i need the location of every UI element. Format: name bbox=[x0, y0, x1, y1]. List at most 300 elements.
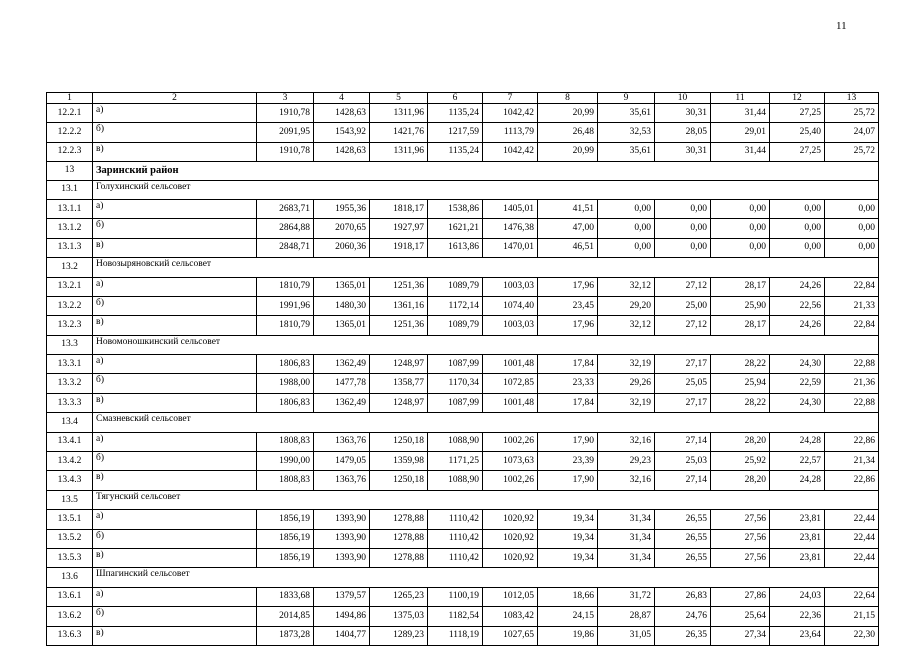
value-cell: 1100,19 bbox=[428, 587, 483, 606]
value-cell: 1002,26 bbox=[483, 471, 538, 490]
value-cell: 26,55 bbox=[655, 529, 711, 548]
table-row bbox=[47, 452, 879, 471]
row-code: 13.3.1 bbox=[47, 355, 93, 374]
region-title: Заринский район bbox=[93, 162, 879, 180]
value-cell: 24,28 bbox=[770, 432, 825, 451]
row-variant: б) bbox=[93, 219, 257, 238]
value-cell: 29,01 bbox=[711, 123, 770, 142]
value-cell: 29,26 bbox=[598, 374, 655, 393]
value-cell: 1113,79 bbox=[483, 123, 538, 142]
row-code: 13.3.2 bbox=[47, 374, 93, 393]
row-code: 13.2.1 bbox=[47, 277, 93, 296]
value-cell: 1359,98 bbox=[370, 452, 428, 471]
value-cell: 24,28 bbox=[770, 471, 825, 490]
value-cell: 27,12 bbox=[655, 316, 711, 335]
row-variant: б) bbox=[93, 296, 257, 315]
column-header: 4 bbox=[314, 93, 370, 104]
value-cell: 1089,79 bbox=[428, 277, 483, 296]
section-title: Голухинский сельсовет bbox=[93, 180, 879, 199]
row-code: 13.6.1 bbox=[47, 587, 93, 606]
value-cell: 22,30 bbox=[825, 626, 879, 645]
page-number: 11 bbox=[836, 20, 847, 32]
value-cell: 1918,17 bbox=[370, 238, 428, 257]
table-row bbox=[47, 548, 879, 567]
value-cell: 1251,36 bbox=[370, 277, 428, 296]
row-variant: в) bbox=[93, 316, 257, 335]
value-cell: 1362,49 bbox=[314, 355, 370, 374]
value-cell: 28,87 bbox=[598, 607, 655, 626]
value-cell: 17,90 bbox=[538, 432, 598, 451]
value-cell: 27,86 bbox=[711, 587, 770, 606]
value-cell: 28,22 bbox=[711, 393, 770, 412]
value-cell: 1405,01 bbox=[483, 199, 538, 218]
row-variant: в) bbox=[93, 626, 257, 645]
column-header: 8 bbox=[538, 93, 598, 104]
row-variant: б) bbox=[93, 607, 257, 626]
value-cell: 1494,86 bbox=[314, 607, 370, 626]
value-cell: 1073,63 bbox=[483, 452, 538, 471]
value-cell: 1088,90 bbox=[428, 471, 483, 490]
value-cell: 31,34 bbox=[598, 510, 655, 529]
value-cell: 1110,42 bbox=[428, 548, 483, 567]
column-header: 13 bbox=[825, 93, 879, 104]
value-cell: 1833,68 bbox=[257, 587, 314, 606]
row-variant: а) bbox=[93, 432, 257, 451]
value-cell: 22,44 bbox=[825, 510, 879, 529]
value-cell: 0,00 bbox=[598, 219, 655, 238]
value-cell: 32,12 bbox=[598, 316, 655, 335]
section-code: 13.1 bbox=[47, 180, 93, 199]
table-row bbox=[47, 432, 879, 451]
row-variant: б) bbox=[93, 123, 257, 142]
region-row bbox=[47, 162, 879, 180]
value-cell: 28,17 bbox=[711, 316, 770, 335]
value-cell: 1810,79 bbox=[257, 316, 314, 335]
value-cell: 1250,18 bbox=[370, 471, 428, 490]
value-cell: 1955,36 bbox=[314, 199, 370, 218]
column-header: 5 bbox=[370, 93, 428, 104]
section-row bbox=[47, 335, 879, 354]
table-row bbox=[47, 296, 879, 315]
value-cell: 1118,19 bbox=[428, 626, 483, 645]
value-cell: 2683,71 bbox=[257, 199, 314, 218]
value-cell: 1365,01 bbox=[314, 316, 370, 335]
value-cell: 1428,63 bbox=[314, 142, 370, 161]
value-cell: 27,34 bbox=[711, 626, 770, 645]
value-cell: 22,57 bbox=[770, 452, 825, 471]
row-variant: в) bbox=[93, 471, 257, 490]
value-cell: 35,61 bbox=[598, 104, 655, 123]
value-cell: 0,00 bbox=[770, 238, 825, 257]
value-cell: 1806,83 bbox=[257, 355, 314, 374]
value-cell: 27,56 bbox=[711, 529, 770, 548]
value-cell: 2864,88 bbox=[257, 219, 314, 238]
value-cell: 1182,54 bbox=[428, 607, 483, 626]
value-cell: 0,00 bbox=[825, 238, 879, 257]
value-cell: 26,55 bbox=[655, 548, 711, 567]
value-cell: 24,30 bbox=[770, 393, 825, 412]
row-code: 13.5.2 bbox=[47, 529, 93, 548]
section-row bbox=[47, 568, 879, 587]
value-cell: 1393,90 bbox=[314, 529, 370, 548]
value-cell: 25,72 bbox=[825, 142, 879, 161]
value-cell: 25,92 bbox=[711, 452, 770, 471]
value-cell: 19,34 bbox=[538, 548, 598, 567]
value-cell: 31,34 bbox=[598, 529, 655, 548]
value-cell: 29,23 bbox=[598, 452, 655, 471]
value-cell: 23,81 bbox=[770, 510, 825, 529]
value-cell: 1379,57 bbox=[314, 587, 370, 606]
table-row bbox=[47, 374, 879, 393]
value-cell: 1278,88 bbox=[370, 510, 428, 529]
value-cell: 27,25 bbox=[770, 142, 825, 161]
column-header: 10 bbox=[655, 93, 711, 104]
value-cell: 1135,24 bbox=[428, 142, 483, 161]
value-cell: 1808,83 bbox=[257, 471, 314, 490]
row-variant: в) bbox=[93, 142, 257, 161]
table-row bbox=[47, 626, 879, 645]
value-cell: 25,05 bbox=[655, 374, 711, 393]
value-cell: 19,86 bbox=[538, 626, 598, 645]
value-cell: 20,99 bbox=[538, 104, 598, 123]
table-row bbox=[47, 277, 879, 296]
value-cell: 27,25 bbox=[770, 104, 825, 123]
value-cell: 27,12 bbox=[655, 277, 711, 296]
value-cell: 1988,00 bbox=[257, 374, 314, 393]
value-cell: 47,00 bbox=[538, 219, 598, 238]
row-code: 13.4.2 bbox=[47, 452, 93, 471]
value-cell: 18,66 bbox=[538, 587, 598, 606]
value-cell: 1311,96 bbox=[370, 104, 428, 123]
value-cell: 1020,92 bbox=[483, 548, 538, 567]
value-cell: 0,00 bbox=[655, 199, 711, 218]
value-cell: 1003,03 bbox=[483, 316, 538, 335]
row-variant: в) bbox=[93, 238, 257, 257]
value-cell: 25,40 bbox=[770, 123, 825, 142]
table-row bbox=[47, 316, 879, 335]
value-cell: 26,55 bbox=[655, 510, 711, 529]
table-header-row bbox=[47, 93, 879, 104]
value-cell: 22,84 bbox=[825, 316, 879, 335]
row-code: 12.2.2 bbox=[47, 123, 93, 142]
value-cell: 0,00 bbox=[825, 219, 879, 238]
value-cell: 1248,97 bbox=[370, 393, 428, 412]
value-cell: 30,31 bbox=[655, 104, 711, 123]
section-code: 13.3 bbox=[47, 335, 93, 354]
value-cell: 1613,86 bbox=[428, 238, 483, 257]
value-cell: 1856,19 bbox=[257, 510, 314, 529]
value-cell: 20,99 bbox=[538, 142, 598, 161]
value-cell: 1110,42 bbox=[428, 529, 483, 548]
value-cell: 1170,34 bbox=[428, 374, 483, 393]
value-cell: 17,90 bbox=[538, 471, 598, 490]
value-cell: 22,44 bbox=[825, 529, 879, 548]
row-code: 13.2.2 bbox=[47, 296, 93, 315]
value-cell: 46,51 bbox=[538, 238, 598, 257]
value-cell: 32,53 bbox=[598, 123, 655, 142]
value-cell: 22,86 bbox=[825, 471, 879, 490]
value-cell: 1810,79 bbox=[257, 277, 314, 296]
section-row bbox=[47, 413, 879, 432]
value-cell: 25,94 bbox=[711, 374, 770, 393]
value-cell: 21,36 bbox=[825, 374, 879, 393]
row-variant: а) bbox=[93, 199, 257, 218]
value-cell: 1393,90 bbox=[314, 510, 370, 529]
row-code: 13.4.3 bbox=[47, 471, 93, 490]
section-row bbox=[47, 490, 879, 509]
row-code: 13.4.1 bbox=[47, 432, 93, 451]
value-cell: 26,48 bbox=[538, 123, 598, 142]
value-cell: 17,96 bbox=[538, 316, 598, 335]
value-cell: 0,00 bbox=[711, 238, 770, 257]
value-cell: 1621,21 bbox=[428, 219, 483, 238]
value-cell: 31,72 bbox=[598, 587, 655, 606]
value-cell: 1358,77 bbox=[370, 374, 428, 393]
value-cell: 28,17 bbox=[711, 277, 770, 296]
value-cell: 1818,17 bbox=[370, 199, 428, 218]
value-cell: 1088,90 bbox=[428, 432, 483, 451]
value-cell: 17,84 bbox=[538, 355, 598, 374]
row-code: 13.2.3 bbox=[47, 316, 93, 335]
value-cell: 1171,25 bbox=[428, 452, 483, 471]
value-cell: 1074,40 bbox=[483, 296, 538, 315]
value-cell: 27,14 bbox=[655, 471, 711, 490]
value-cell: 31,34 bbox=[598, 548, 655, 567]
value-cell: 22,44 bbox=[825, 548, 879, 567]
value-cell: 1265,23 bbox=[370, 587, 428, 606]
value-cell: 17,84 bbox=[538, 393, 598, 412]
column-header: 3 bbox=[257, 93, 314, 104]
section-code: 13.2 bbox=[47, 258, 93, 277]
value-cell: 32,19 bbox=[598, 355, 655, 374]
value-cell: 17,96 bbox=[538, 277, 598, 296]
value-cell: 1856,19 bbox=[257, 529, 314, 548]
table-row bbox=[47, 104, 879, 123]
value-cell: 1001,48 bbox=[483, 355, 538, 374]
section-code: 13.5 bbox=[47, 490, 93, 509]
value-cell: 28,05 bbox=[655, 123, 711, 142]
table-row bbox=[47, 355, 879, 374]
data-table bbox=[46, 92, 879, 646]
section-row bbox=[47, 258, 879, 277]
value-cell: 0,00 bbox=[770, 199, 825, 218]
value-cell: 26,35 bbox=[655, 626, 711, 645]
row-variant: а) bbox=[93, 510, 257, 529]
value-cell: 31,44 bbox=[711, 104, 770, 123]
value-cell: 1538,86 bbox=[428, 199, 483, 218]
value-cell: 1477,78 bbox=[314, 374, 370, 393]
value-cell: 1089,79 bbox=[428, 316, 483, 335]
row-variant: а) bbox=[93, 587, 257, 606]
value-cell: 1172,14 bbox=[428, 296, 483, 315]
value-cell: 2848,71 bbox=[257, 238, 314, 257]
row-code: 13.5.1 bbox=[47, 510, 93, 529]
value-cell: 22,36 bbox=[770, 607, 825, 626]
value-cell: 1003,03 bbox=[483, 277, 538, 296]
column-header: 11 bbox=[711, 93, 770, 104]
value-cell: 23,64 bbox=[770, 626, 825, 645]
value-cell: 32,12 bbox=[598, 277, 655, 296]
value-cell: 1250,18 bbox=[370, 432, 428, 451]
value-cell: 1990,00 bbox=[257, 452, 314, 471]
column-header: 2 bbox=[93, 93, 257, 104]
value-cell: 22,88 bbox=[825, 393, 879, 412]
row-code: 12.2.3 bbox=[47, 142, 93, 161]
value-cell: 0,00 bbox=[825, 199, 879, 218]
value-cell: 1927,97 bbox=[370, 219, 428, 238]
value-cell: 25,00 bbox=[655, 296, 711, 315]
value-cell: 22,59 bbox=[770, 374, 825, 393]
value-cell: 1480,30 bbox=[314, 296, 370, 315]
table-body bbox=[47, 93, 879, 646]
table-row bbox=[47, 587, 879, 606]
value-cell: 0,00 bbox=[655, 238, 711, 257]
row-variant: а) bbox=[93, 355, 257, 374]
table-row bbox=[47, 607, 879, 626]
table-row bbox=[47, 199, 879, 218]
value-cell: 1012,05 bbox=[483, 587, 538, 606]
value-cell: 23,81 bbox=[770, 548, 825, 567]
value-cell: 0,00 bbox=[598, 238, 655, 257]
value-cell: 0,00 bbox=[770, 219, 825, 238]
value-cell: 22,56 bbox=[770, 296, 825, 315]
value-cell: 1087,99 bbox=[428, 355, 483, 374]
region-code: 13 bbox=[47, 162, 93, 180]
value-cell: 23,33 bbox=[538, 374, 598, 393]
row-code: 13.1.3 bbox=[47, 238, 93, 257]
value-cell: 1910,78 bbox=[257, 142, 314, 161]
value-cell: 1808,83 bbox=[257, 432, 314, 451]
table-row bbox=[47, 219, 879, 238]
value-cell: 27,17 bbox=[655, 355, 711, 374]
section-code: 13.4 bbox=[47, 413, 93, 432]
value-cell: 1856,19 bbox=[257, 548, 314, 567]
row-code: 12.2.1 bbox=[47, 104, 93, 123]
value-cell: 29,20 bbox=[598, 296, 655, 315]
value-cell: 31,44 bbox=[711, 142, 770, 161]
value-cell: 31,05 bbox=[598, 626, 655, 645]
value-cell: 1365,01 bbox=[314, 277, 370, 296]
section-title: Новомоношкинский сельсовет bbox=[93, 335, 879, 354]
table-row bbox=[47, 471, 879, 490]
section-title: Новозыряновский сельсовет bbox=[93, 258, 879, 277]
value-cell: 1476,38 bbox=[483, 219, 538, 238]
value-cell: 27,56 bbox=[711, 510, 770, 529]
value-cell: 1027,65 bbox=[483, 626, 538, 645]
value-cell: 1404,77 bbox=[314, 626, 370, 645]
value-cell: 25,64 bbox=[711, 607, 770, 626]
row-variant: а) bbox=[93, 277, 257, 296]
value-cell: 24,26 bbox=[770, 316, 825, 335]
value-cell: 1806,83 bbox=[257, 393, 314, 412]
value-cell: 32,19 bbox=[598, 393, 655, 412]
row-code: 13.1.1 bbox=[47, 199, 93, 218]
value-cell: 1470,01 bbox=[483, 238, 538, 257]
table-row bbox=[47, 123, 879, 142]
row-code: 13.5.3 bbox=[47, 548, 93, 567]
value-cell: 1362,49 bbox=[314, 393, 370, 412]
value-cell: 2091,95 bbox=[257, 123, 314, 142]
value-cell: 23,81 bbox=[770, 529, 825, 548]
value-cell: 1251,36 bbox=[370, 316, 428, 335]
value-cell: 26,83 bbox=[655, 587, 711, 606]
value-cell: 28,22 bbox=[711, 355, 770, 374]
value-cell: 22,86 bbox=[825, 432, 879, 451]
column-header: 1 bbox=[47, 93, 93, 104]
value-cell: 1278,88 bbox=[370, 529, 428, 548]
value-cell: 1110,42 bbox=[428, 510, 483, 529]
table-row bbox=[47, 510, 879, 529]
value-cell: 30,31 bbox=[655, 142, 711, 161]
table-row bbox=[47, 529, 879, 548]
value-cell: 1311,96 bbox=[370, 142, 428, 161]
value-cell: 1072,85 bbox=[483, 374, 538, 393]
row-code: 13.6.3 bbox=[47, 626, 93, 645]
value-cell: 1543,92 bbox=[314, 123, 370, 142]
value-cell: 25,90 bbox=[711, 296, 770, 315]
table-row bbox=[47, 393, 879, 412]
value-cell: 2060,36 bbox=[314, 238, 370, 257]
section-row bbox=[47, 180, 879, 199]
column-header: 9 bbox=[598, 93, 655, 104]
value-cell: 24,07 bbox=[825, 123, 879, 142]
row-variant: в) bbox=[93, 548, 257, 567]
value-cell: 0,00 bbox=[655, 219, 711, 238]
value-cell: 0,00 bbox=[711, 199, 770, 218]
value-cell: 27,17 bbox=[655, 393, 711, 412]
value-cell: 28,20 bbox=[711, 432, 770, 451]
value-cell: 1991,96 bbox=[257, 296, 314, 315]
value-cell: 1910,78 bbox=[257, 104, 314, 123]
value-cell: 41,51 bbox=[538, 199, 598, 218]
value-cell: 1289,23 bbox=[370, 626, 428, 645]
row-variant: в) bbox=[93, 393, 257, 412]
column-header: 12 bbox=[770, 93, 825, 104]
value-cell: 27,56 bbox=[711, 548, 770, 567]
table-row bbox=[47, 142, 879, 161]
value-cell: 19,34 bbox=[538, 529, 598, 548]
value-cell: 28,20 bbox=[711, 471, 770, 490]
row-code: 13.1.2 bbox=[47, 219, 93, 238]
value-cell: 2070,65 bbox=[314, 219, 370, 238]
column-header: 6 bbox=[428, 93, 483, 104]
value-cell: 1087,99 bbox=[428, 393, 483, 412]
value-cell: 24,30 bbox=[770, 355, 825, 374]
value-cell: 23,45 bbox=[538, 296, 598, 315]
value-cell: 1042,42 bbox=[483, 142, 538, 161]
value-cell: 0,00 bbox=[598, 199, 655, 218]
value-cell: 1002,26 bbox=[483, 432, 538, 451]
value-cell: 1020,92 bbox=[483, 529, 538, 548]
value-cell: 1020,92 bbox=[483, 510, 538, 529]
section-title: Смазневский сельсовет bbox=[93, 413, 879, 432]
value-cell: 24,15 bbox=[538, 607, 598, 626]
value-cell: 1083,42 bbox=[483, 607, 538, 626]
value-cell: 25,03 bbox=[655, 452, 711, 471]
value-cell: 1873,28 bbox=[257, 626, 314, 645]
row-code: 13.3.3 bbox=[47, 393, 93, 412]
value-cell: 1001,48 bbox=[483, 393, 538, 412]
section-title: Шпагинский сельсовет bbox=[93, 568, 879, 587]
section-title: Тягунский сельсовет bbox=[93, 490, 879, 509]
value-cell: 25,72 bbox=[825, 104, 879, 123]
value-cell: 0,00 bbox=[711, 219, 770, 238]
value-cell: 22,84 bbox=[825, 277, 879, 296]
value-cell: 21,33 bbox=[825, 296, 879, 315]
value-cell: 32,16 bbox=[598, 432, 655, 451]
value-cell: 1421,76 bbox=[370, 123, 428, 142]
value-cell: 1393,90 bbox=[314, 548, 370, 567]
